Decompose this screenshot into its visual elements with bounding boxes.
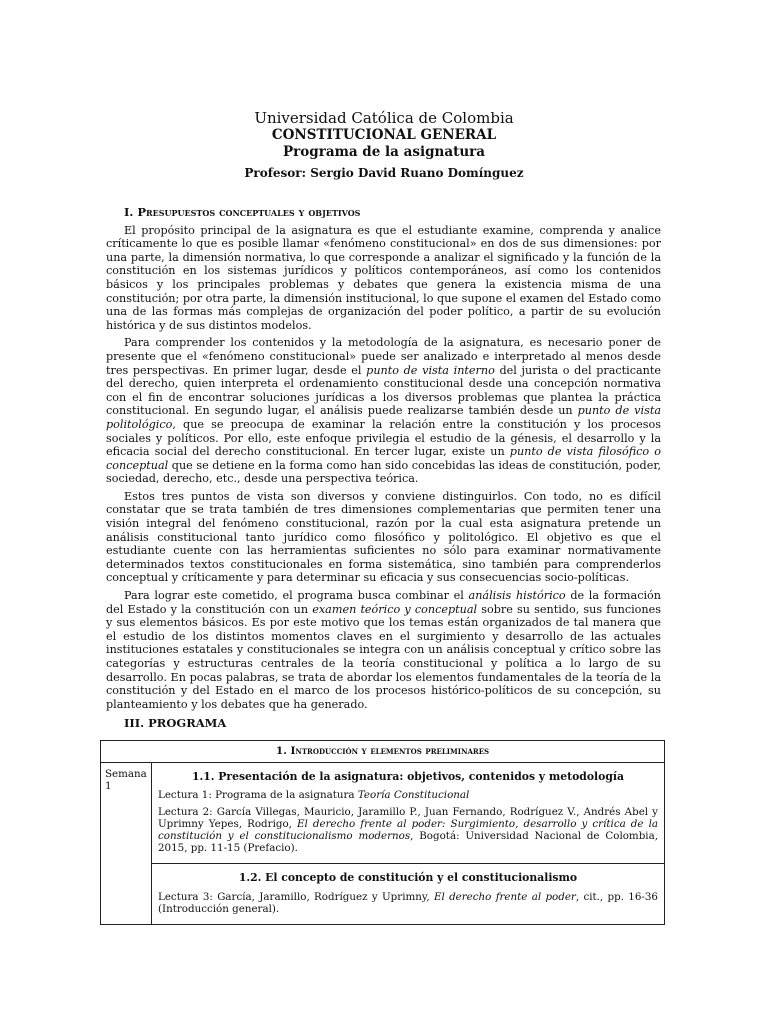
table-row <box>101 763 665 864</box>
topic-1-2-title: 1.2. El concepto de constitución y el constitucionalismo <box>238 871 578 885</box>
document-body <box>106 206 661 736</box>
lectura-1 <box>158 789 658 801</box>
lectura-2-ref: , Bogotá: Universidad Nacional de Colombia, 2015, pp. 11-15 (Prefacio). <box>158 830 658 855</box>
lectura-1-title: Teoría Constitucional <box>357 789 470 802</box>
lectura-2-authors: Lectura 2: García Villegas, Mauricio, Jaramillo P., Juan Fernando, Rodríguez V., Andrés Abel y Uprimny Yepes, Rodrigo, <box>158 805 658 830</box>
topic-1-2-cell <box>152 864 665 925</box>
lectura-1-text: Lectura 1: Programa de la asignatura <box>158 789 358 802</box>
p2-emphasis-interno: punto de vista interno <box>366 363 495 377</box>
topic-1-1-title: 1.1. Presentación de la asignatura: objetivos, contenidos y metodología <box>191 770 625 784</box>
week-cell: Semana 1 <box>101 763 152 925</box>
p4-text-c: de la formación del Estado y la constitución con un <box>106 589 661 616</box>
p2-text-c: del jurista o del practicante del derecho, quien interpreta el ordenamiento constitucional desde una concepción normativa con el fin de encontrar soluciones jurídicas a los diversos problemas que plantea la práctica constitucional. En segundo lugar, el análisis puede realizarse también desde un <box>106 363 661 418</box>
paragraph-4 <box>106 589 661 711</box>
p2-text-a: Para comprender los contenidos y la metodología de la asignatura, es necesario poner de presente que el «fenómeno constitucional» puede ser analizado e interpretado al menos desde tres perspectivas. En primer lugar, desde el <box>106 336 661 377</box>
program-table <box>100 740 665 925</box>
topic-1-1-cell <box>152 763 665 864</box>
section-title-programa: III. PROGRAMA <box>124 716 227 731</box>
section-title-presupuestos: I. Presupuestos conceptuales y objetivos <box>124 205 361 219</box>
university-name: Universidad Católica de Colombia <box>254 109 514 127</box>
lectura-2 <box>158 806 658 855</box>
table-row <box>101 864 665 925</box>
professor-line: Profesor: Sergio David Ruano Domínguez <box>244 166 524 180</box>
course-title: CONSTITUCIONAL GENERAL <box>271 127 497 143</box>
lectura-2-title: El derecho frente al poder: Surgimiento, desarrollo y crítica de la constitución y el constitucionalismo modernos <box>158 817 659 843</box>
p4-emphasis-historico: análisis histórico <box>468 589 566 603</box>
p2-emphasis-politologico: punto de vista politológico <box>106 404 661 431</box>
p4-text-e: sobre su sentido, sus funciones y sus elementos básicos. Es por este motivo que los temas están organizados de tal manera que el estudio de los distintos momentos claves en el surgimiento y desarrollo de las actuales instituciones estatales y constitucionales se integra con un análisis conceptual y crítico sobre las categorías y estructuras centrales de la teoría constitucional y política a lo largo de su desarrollo. En pocas palabras, se trata de abordar los elementos fundamentales de la teoría de la constitución y del Estado en el marco de los procesos histórico-políticos de su concepción, su planteamiento y los debates que ha generado. <box>106 602 661 711</box>
lectura-3 <box>158 891 658 915</box>
lectura-3-ref: , cit., pp. 16-36 (Introducción general). <box>158 890 658 915</box>
p2-text-g: que se detiene en la forma como han sido concebidas las ideas de constitución, poder, sociedad, derecho, etc., desde una perspectiva teórica. <box>106 458 661 486</box>
unit-header-row <box>101 741 665 763</box>
lectura-3-title: El derecho frente al poder <box>433 890 576 903</box>
document-header <box>0 110 768 182</box>
p4-text-a: Para lograr este cometido, el programa busca combinar el <box>124 589 469 603</box>
p2-emphasis-filosofico: punto de vista filosófico o conceptual <box>106 445 661 472</box>
p2-text-e: , que se preocupa de examinar la relación entre la constitución y los procesos sociales y políticos. Por ello, este enfoque privilegia el estudio de la génesis, el desarrollo y la eficacia social del derecho constitucional. En tercer lugar, existe un <box>106 417 661 459</box>
unit-1-title: 1. Introducción y elementos preliminares <box>101 741 665 763</box>
program-subtitle: Programa de la asignatura <box>283 144 485 160</box>
paragraph-2 <box>106 336 661 486</box>
lectura-3-authors: Lectura 3: García, Jaramillo, Rodríguez y Uprimny, <box>158 890 434 903</box>
paragraph-3: Estos tres puntos de vista son diversos y conviene distinguirlos. Con todo, no es difícil constatar que se trata también de tres dimensiones complementarias que permiten tener una visión integral del fenómeno constitucional, razón por la cual esta asignatura pretende un análisis constitucional tanto jurídico como filosófico y politológico. El objetivo es que el estudiante cuente con las herramientas suficientes no sólo para examinar normativamente determinados textos constitucionales en forma sistemática, sino también para comprenderlos conceptual y críticamente y para determinar su eficacia y sus consecuencias socio-políticas. <box>106 489 661 585</box>
p4-emphasis-teorico: examen teórico y conceptual <box>312 602 478 616</box>
paragraph-1: El propósito principal de la asignatura es que el estudiante examine, comprenda y analice críticamente lo que es posible llamar «fenómeno constitucional» en dos de sus dimensiones: por una parte, la dimensión normativa, lo que corresponde a analizar el significado y la función de la constitución en los sistemas jurídicos y políticos contemporáneos, así como los contenidos básicos y los principales problemas y debates que genera la existencia misma de una constitución; por otra parte, la dimensión institucional, lo que supone el examen del Estado como una de las formas más complejas de organización del poder político, a partir de su evolución histórica y de sus distintos modelos. <box>106 223 661 332</box>
